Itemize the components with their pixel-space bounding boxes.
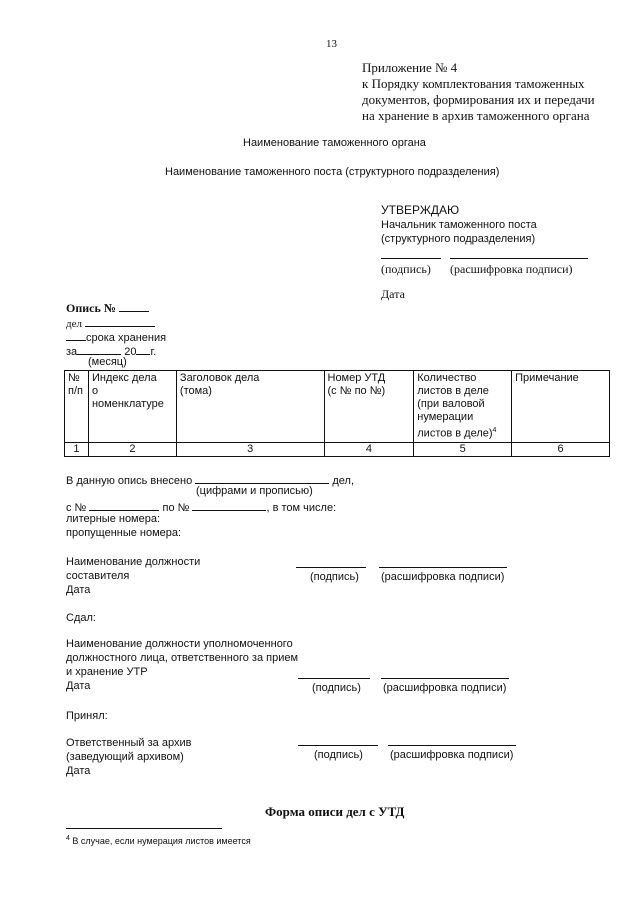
header-text: Заголовок дела xyxy=(179,372,260,384)
handed-label: Сдал: xyxy=(66,612,96,624)
header-text-part: листов в деле) xyxy=(417,427,493,440)
month-label: (месяц) xyxy=(88,356,127,368)
signature-line xyxy=(298,678,370,679)
signature-line xyxy=(381,258,441,259)
header-text: Количество xyxy=(417,372,477,384)
footnote-marker: 4 xyxy=(66,835,70,842)
compiler-line: Наименование должности xyxy=(66,556,201,568)
column-number: 5 xyxy=(414,442,512,456)
decode-label: (расшифровка подписи) xyxy=(390,749,514,761)
from-label: с № xyxy=(66,502,87,514)
header-text xyxy=(417,424,508,441)
sign-label: (подпись) xyxy=(381,262,431,276)
form-title: Форма описи дел с УТД xyxy=(265,804,405,819)
del-label: дел xyxy=(66,318,82,330)
handed-line: должностного лица, ответственного за прием xyxy=(66,652,299,664)
included-label: В данную опись внесено xyxy=(66,475,193,487)
decode-line xyxy=(381,678,509,679)
header-index xyxy=(88,371,176,443)
to-label: по № xyxy=(162,502,190,514)
year-field xyxy=(136,343,150,355)
storage-label: срока хранения xyxy=(86,332,167,344)
storage-row xyxy=(66,329,166,344)
column-number: 2 xyxy=(88,442,176,456)
compiler-line: составителя xyxy=(66,570,130,582)
received-line: Ответственный за архив xyxy=(66,737,192,749)
year-suffix: г. xyxy=(150,346,157,358)
column-number: 4 xyxy=(324,442,414,456)
header-text: о номенклатуре xyxy=(91,385,164,410)
column-number: 1 xyxy=(65,442,89,456)
org-name: Наименование таможенного органа xyxy=(243,137,426,149)
appendix-line: документов, формирования их и передачи xyxy=(362,92,595,107)
header-text: листов в деле xyxy=(417,385,489,397)
from-field xyxy=(89,499,159,511)
table-number-row xyxy=(65,442,610,456)
included-field xyxy=(195,472,329,484)
decode-label: (расшифровка подписи) xyxy=(450,262,573,276)
handed-line: и хранение УТР xyxy=(66,666,148,678)
del-field xyxy=(85,315,155,327)
received-date: Дата xyxy=(66,765,91,777)
del-suffix: дел, xyxy=(332,475,355,487)
column-number: 3 xyxy=(176,442,324,456)
signature-line xyxy=(298,745,378,746)
inventory-table xyxy=(64,370,610,457)
header-num: № п/п xyxy=(65,371,89,443)
approve-title: УТВЕРЖДАЮ xyxy=(381,203,460,217)
footnote-ref: 4 xyxy=(492,427,497,434)
header-count xyxy=(414,371,512,443)
signature-line xyxy=(296,567,366,568)
za-label: за xyxy=(66,346,78,358)
inventory-title xyxy=(66,300,149,316)
appendix-block xyxy=(362,60,595,124)
decode-label: (расшифровка подписи) xyxy=(381,571,505,583)
year-prefix: 20 xyxy=(124,346,137,358)
footnote-separator xyxy=(66,828,222,829)
sign-label: (подпись) xyxy=(310,571,359,583)
approve-line: Начальник таможенного поста xyxy=(381,219,537,231)
storage-field xyxy=(66,329,86,341)
received-label: Принял: xyxy=(66,710,108,722)
month-field xyxy=(77,343,121,355)
to-field xyxy=(192,499,266,511)
words-hint: (цифрами и прописью) xyxy=(196,485,313,497)
inventory-number-field xyxy=(119,300,149,312)
including-label: , в том числе: xyxy=(266,502,337,514)
literal-numbers: литерные номера: xyxy=(66,513,161,525)
page-number: 13 xyxy=(326,38,337,50)
column-number: 6 xyxy=(512,442,610,456)
header-text: (тома) xyxy=(179,385,212,397)
header-note: Примечание xyxy=(512,371,610,443)
approve-line: (структурного подразделения) xyxy=(381,233,536,245)
range-row xyxy=(66,499,336,514)
missing-numbers: пропущенные номера: xyxy=(66,527,182,539)
header-text: Индекс дела xyxy=(91,372,157,384)
decode-label: (расшифровка подписи) xyxy=(383,682,507,694)
header-text: Номер УТД xyxy=(327,372,386,384)
footnote-text: В случае, если нумерация листов имеется xyxy=(72,836,251,846)
header-title xyxy=(176,371,324,443)
header-text: (при валовой xyxy=(417,398,485,410)
post-name: Наименование таможенного поста (структурного подразделения) xyxy=(165,166,500,178)
sign-label: (подпись) xyxy=(312,682,361,694)
handed-date: Дата xyxy=(66,680,91,692)
appendix-line: к Порядку комплектования таможенных xyxy=(362,76,585,91)
inventory-title-text: Опись № xyxy=(66,301,116,315)
header-text: (с № по №) xyxy=(327,385,386,397)
date-label: Дата xyxy=(381,287,405,301)
handed-line: Наименование должности уполномоченного xyxy=(66,638,293,650)
del-row xyxy=(66,315,155,330)
decode-line xyxy=(388,745,516,746)
appendix-line: Приложение № 4 xyxy=(362,60,458,75)
sign-label: (подпись) xyxy=(314,749,363,761)
table-header-row xyxy=(65,371,610,443)
compiler-date: Дата xyxy=(66,584,91,596)
decode-line xyxy=(379,567,507,568)
footnote xyxy=(66,835,251,846)
received-line: (заведующий архивом) xyxy=(66,751,184,763)
header-utd xyxy=(324,371,414,443)
appendix-line: на хранение в архив таможенного органа xyxy=(362,108,590,123)
decode-line xyxy=(450,258,588,259)
header-text: нумерации xyxy=(417,411,474,423)
